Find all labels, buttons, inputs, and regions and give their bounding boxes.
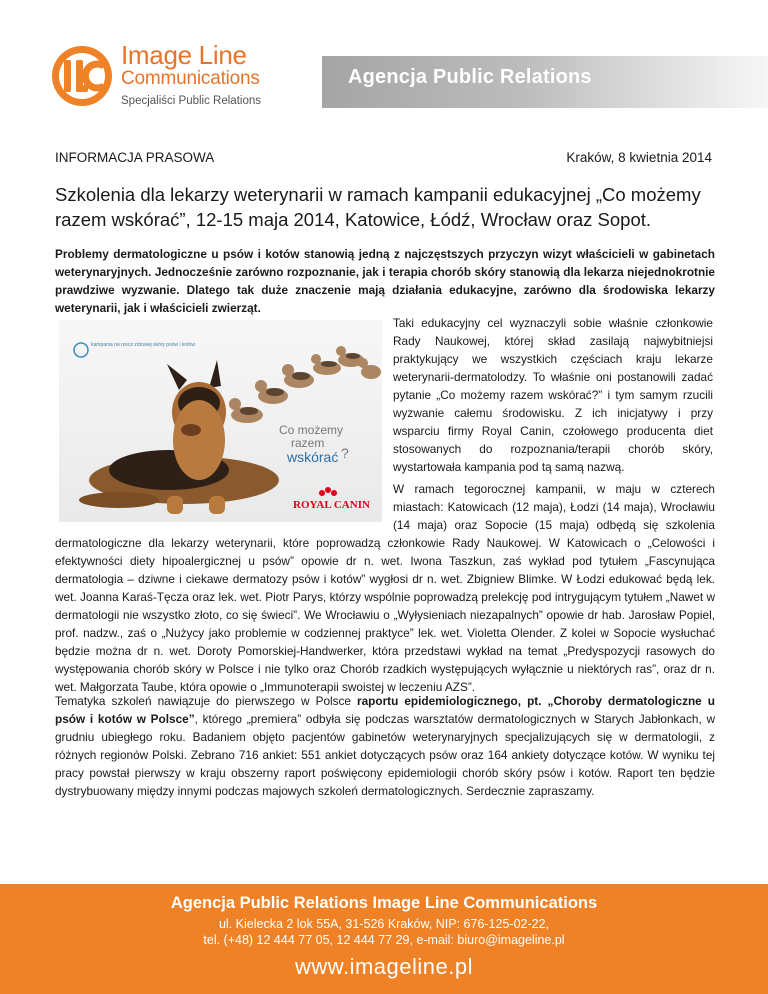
brand-name: Image Line [121,40,247,70]
brand-tagline: Specjaliści Public Relations [121,95,261,107]
footer [0,884,768,994]
tagline-question: ? [341,445,349,461]
campaign-small-text: kampania na rzecz zdrowej skóry psów i kotów [91,342,195,348]
footer-company: Agencja Public Relations Image Line Communications [170,894,598,912]
lead-paragraph: Problemy dermatologiczne u psów i kotów stanowią jedną z najczęstszych przyczyn wizyt właścicieli w gabinetach weterynaryjnych. Jednocześnie zarówno rozpoznanie, jak i terapia chorób skóry stanowią dla lekarza niejednokrotnie prawdziwe wyzwanie. Dlatego tak duże znaczenie mają działania edukacyjne, zarówno dla środowiska lekarzy weterynarii, jak i właścicieli zwierząt. [55,247,715,315]
footer-website-link[interactable]: www.imageline.pl [295,954,473,979]
banner-title: Agencja Public Relations [348,66,592,88]
paragraph-2: W ramach tegorocznej kampanii, w maju w czterech miastach: Katowicach (12 maja), Łodzi (14 maja), Wrocławiu (14 maja) oraz Sopocie (15 maja) odbędą się szkolenia dermatologiczne dla lekarzy weterynarii, które poprowadzą członkowie Rady Naukowej. W Katowicach o „Celowości i efektywności diety hipoalergicznej u psów” opowie dr n. wet. Iwona Taszkun, zaś wykład pod tytułem „Fascynująca dermatologia – dziwne i ciekawe dermatozy psów i kotów” wygłosi dr n. wet. Zbigniew Blimke. W Łodzi edukować będą lek. wet. Joanna Karaś-Tęcza oraz lek. wet. Piotr Parys, którzy wspólnie poprowadzą prelekcję pod intrygującym tytułem „Nawet w dermatologii nie wszystko złoto, co się świeci”. We Wrocławiu o „Wyłysieniach niezapalnych” opowie dr hab. Jarosław Popiel, prof. nadzw., zaś o „Nużycy jako problemie w codziennej praktyce” lek. wet. Violetta Olender. Z kolei w Sopocie wysłuchać będzie można dr n. wet. Doroty Pomorskiej-Handwerker, która przedstawi wykład na temat „Predyspozycji rasowych do występowania chorób skóry w Polsce i nie tylko oraz Chorób rzadkich występujących wyłącznie u niektórych ras”, oraz dr n. wet. Małgorzata Taube, która opowie o „Immunoterapii swoistej w leczeniu AZS”. [55,482,715,694]
paragraph-3-part-2: , którego „premiera” odbyła się podczas warsztatów dermatologicznych w Starych Jabłonkach, w grudniu ubiegłego roku. Badaniem objęto pacjentów gabinetów weterynaryjnych specjalizujących się w dermatologii, z różnych regionów Polski. Zebrano 716 ankiet: 551 ankiet dotyczących psów oraz 164 ankiety dotyczące kotów. W wyniku tej pracy powstał pierwszy w kraju obszerny raport poświęcony epidemiologii chorób skóry psów i kotów. Raport ten będzie dystrybuowany między innymi podczas majowych szkoleń dermatologicznych. Serdecznie zapraszamy. [55,712,715,798]
paragraph-1: Taki edukacyjny cel wyznaczyli sobie właśnie członkowie Rady Naukowej, której skład zasilają najwybitniejsi praktykujący we wszystkich częściach kraju lekarze weterynarii-dermatolodzy. To właśnie oni postanowili zadać pytanie „Co możemy razem wskórać?” i tym samym rzucili wyzwanie całemu środowisku. Z ich inicjatywy i przy wsparciu firmy Royal Canin, czołowego producenta diet stosowanych do rozpoznania/terapii chorób skóry, wystartowała kampania pod tą samą nazwą. [393,316,713,474]
royal-canin-brand: ROYAL CANIN [293,499,370,511]
tagline-line-2: razem [291,436,325,450]
paragraph-3 [55,692,715,800]
brand-sub: Communications [121,68,260,89]
footer-contact: tel. (+48) 12 444 77 05, 12 444 77 29, e-mail: biuro@imageline.pl [203,933,565,947]
image-float-spacer [55,480,393,534]
place-date: Kraków, 8 kwietnia 2014 [566,150,712,165]
ilc-logo-icon [50,44,114,108]
paragraph-3-part-1: Tematyka szkoleń nawiązuje do pierwszego w Polsce [55,694,358,708]
page-title: Szkolenia dla lekarzy weterynarii w ramach kampanii edukacyjnej „Co możemy razem wskórać”, 12-15 maja 2014, Katowice, Łódź, Wrocław oraz Sopot. [55,184,701,230]
brand [121,42,261,107]
paragraph-2-block [55,480,715,696]
footer-address: ul. Kielecka 2 lok 55A, 31-526 Kraków, NIP: 676-125-02-22, [218,917,550,931]
report-title: raportu epidemiologicznego, pt. „Choroby dermatologiczne u psów i kotów w Polsce” [55,694,715,726]
document-label: INFORMACJA PRASOWA [55,150,215,165]
tagline-line-3: wskórać [287,449,339,465]
tagline-line-1: Co możemy [279,423,344,437]
header [0,0,768,130]
